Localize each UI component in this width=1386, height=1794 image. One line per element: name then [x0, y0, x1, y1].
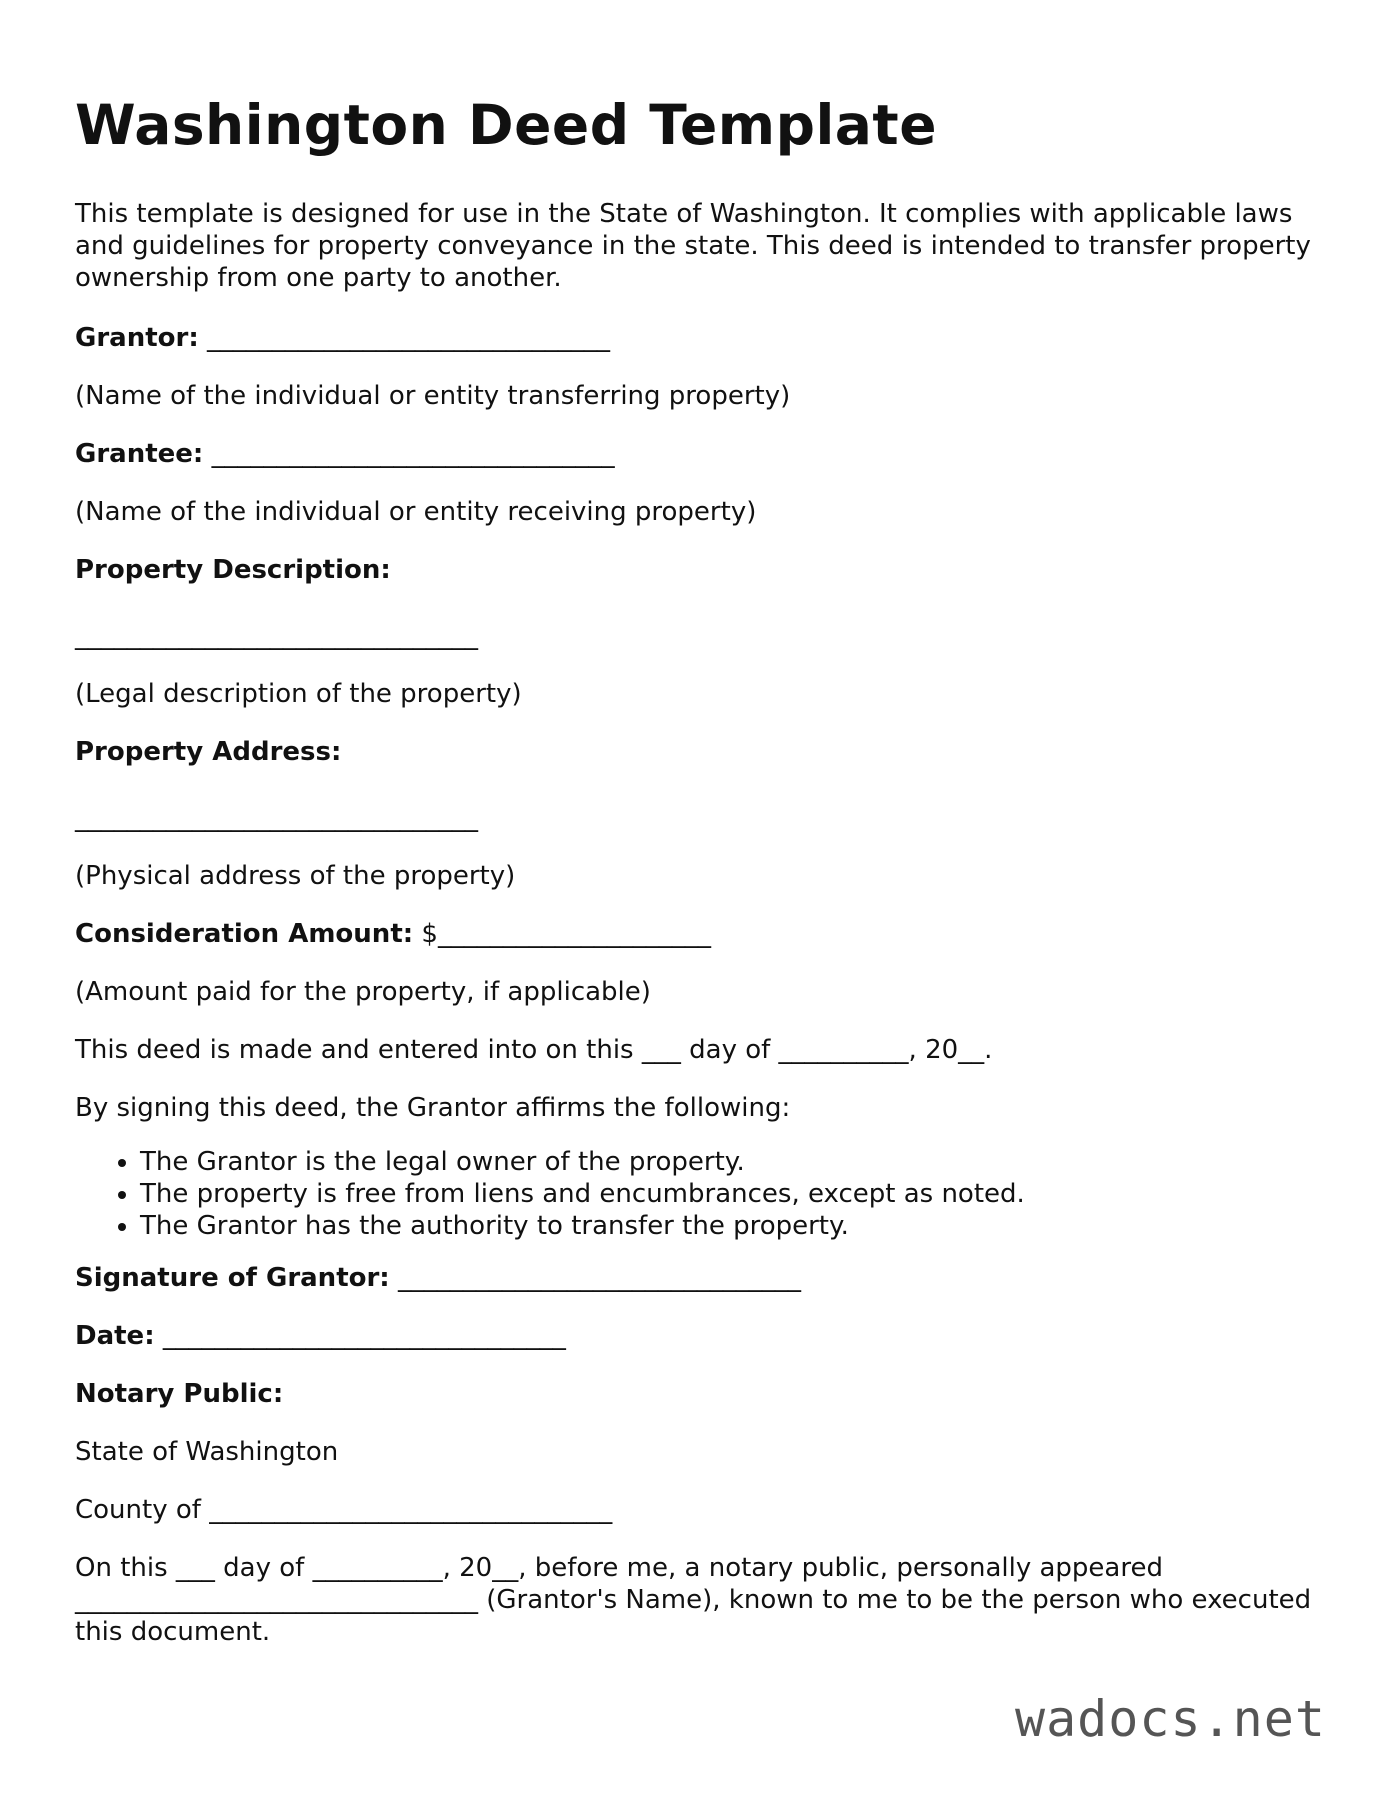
notary-county: County of _______________________________ [75, 1495, 613, 1525]
notary-statement: On this ___ day of __________, 20__, before me, a notary public, personally appeared _______________________________ (Grantor's Name), known to me to be the person who executed this document. [75, 1553, 1312, 1647]
list-item: • The property is free from liens and encumbrances, except as noted. [140, 1178, 1325, 1210]
property-description-blank: _______________________________ [75, 621, 478, 651]
date-label: Date: [75, 1321, 155, 1351]
list-item: • The Grantor has the authority to transfer the property. [140, 1210, 1325, 1242]
property-address-blank: _______________________________ [75, 803, 478, 833]
signature-line [75, 1262, 1325, 1294]
watermark: wadocs.net [1014, 1690, 1326, 1748]
affirms-intro: By signing this deed, the Grantor affirms the following: [75, 1093, 791, 1123]
property-description-label: Property Description: [75, 555, 391, 585]
grantee-blank: _______________________________ [203, 439, 615, 469]
affirmations-list [75, 1146, 1325, 1242]
list-item: • The Grantor is the legal owner of the property. [140, 1146, 1325, 1178]
made-entered-line: This deed is made and entered into on this ___ day of __________, 20__. [75, 1035, 993, 1065]
date-blank: _______________________________ [154, 1321, 566, 1351]
notary-state: State of Washington [75, 1437, 339, 1467]
grantor-blank: _______________________________ [198, 323, 610, 353]
grantee-label: Grantee: [75, 439, 204, 469]
consideration-line [75, 918, 1325, 950]
property-address-label: Property Address: [75, 737, 342, 767]
notary-heading [75, 1378, 1325, 1410]
property-address-heading [75, 736, 1325, 768]
property-description-heading [75, 554, 1325, 586]
signature-blank: _______________________________ [389, 1263, 801, 1293]
notary-label: Notary Public: [75, 1379, 284, 1409]
consideration-blank: $_____________________ [413, 919, 711, 949]
date-line [75, 1320, 1325, 1352]
grantor-note: (Name of the individual or entity transferring property) [75, 381, 791, 411]
signature-label: Signature of Grantor: [75, 1263, 390, 1293]
property-description-note: (Legal description of the property) [75, 679, 522, 709]
consideration-note: (Amount paid for the property, if applicable) [75, 977, 651, 1007]
intro-paragraph: This template is designed for use in the State of Washington. It complies with applicable laws and guidelines for property conveyance in the state. This deed is intended to transfer property ownership from one party to another. [75, 199, 1311, 293]
grantor-line [75, 322, 1325, 354]
consideration-label: Consideration Amount: [75, 919, 414, 949]
grantor-label: Grantor: [75, 323, 199, 353]
document-title: Washington Deed Template [75, 93, 938, 157]
grantee-line [75, 438, 1325, 470]
grantee-note: (Name of the individual or entity receiving property) [75, 497, 757, 527]
property-address-note: (Physical address of the property) [75, 861, 516, 891]
deed-document [75, 92, 1325, 1674]
